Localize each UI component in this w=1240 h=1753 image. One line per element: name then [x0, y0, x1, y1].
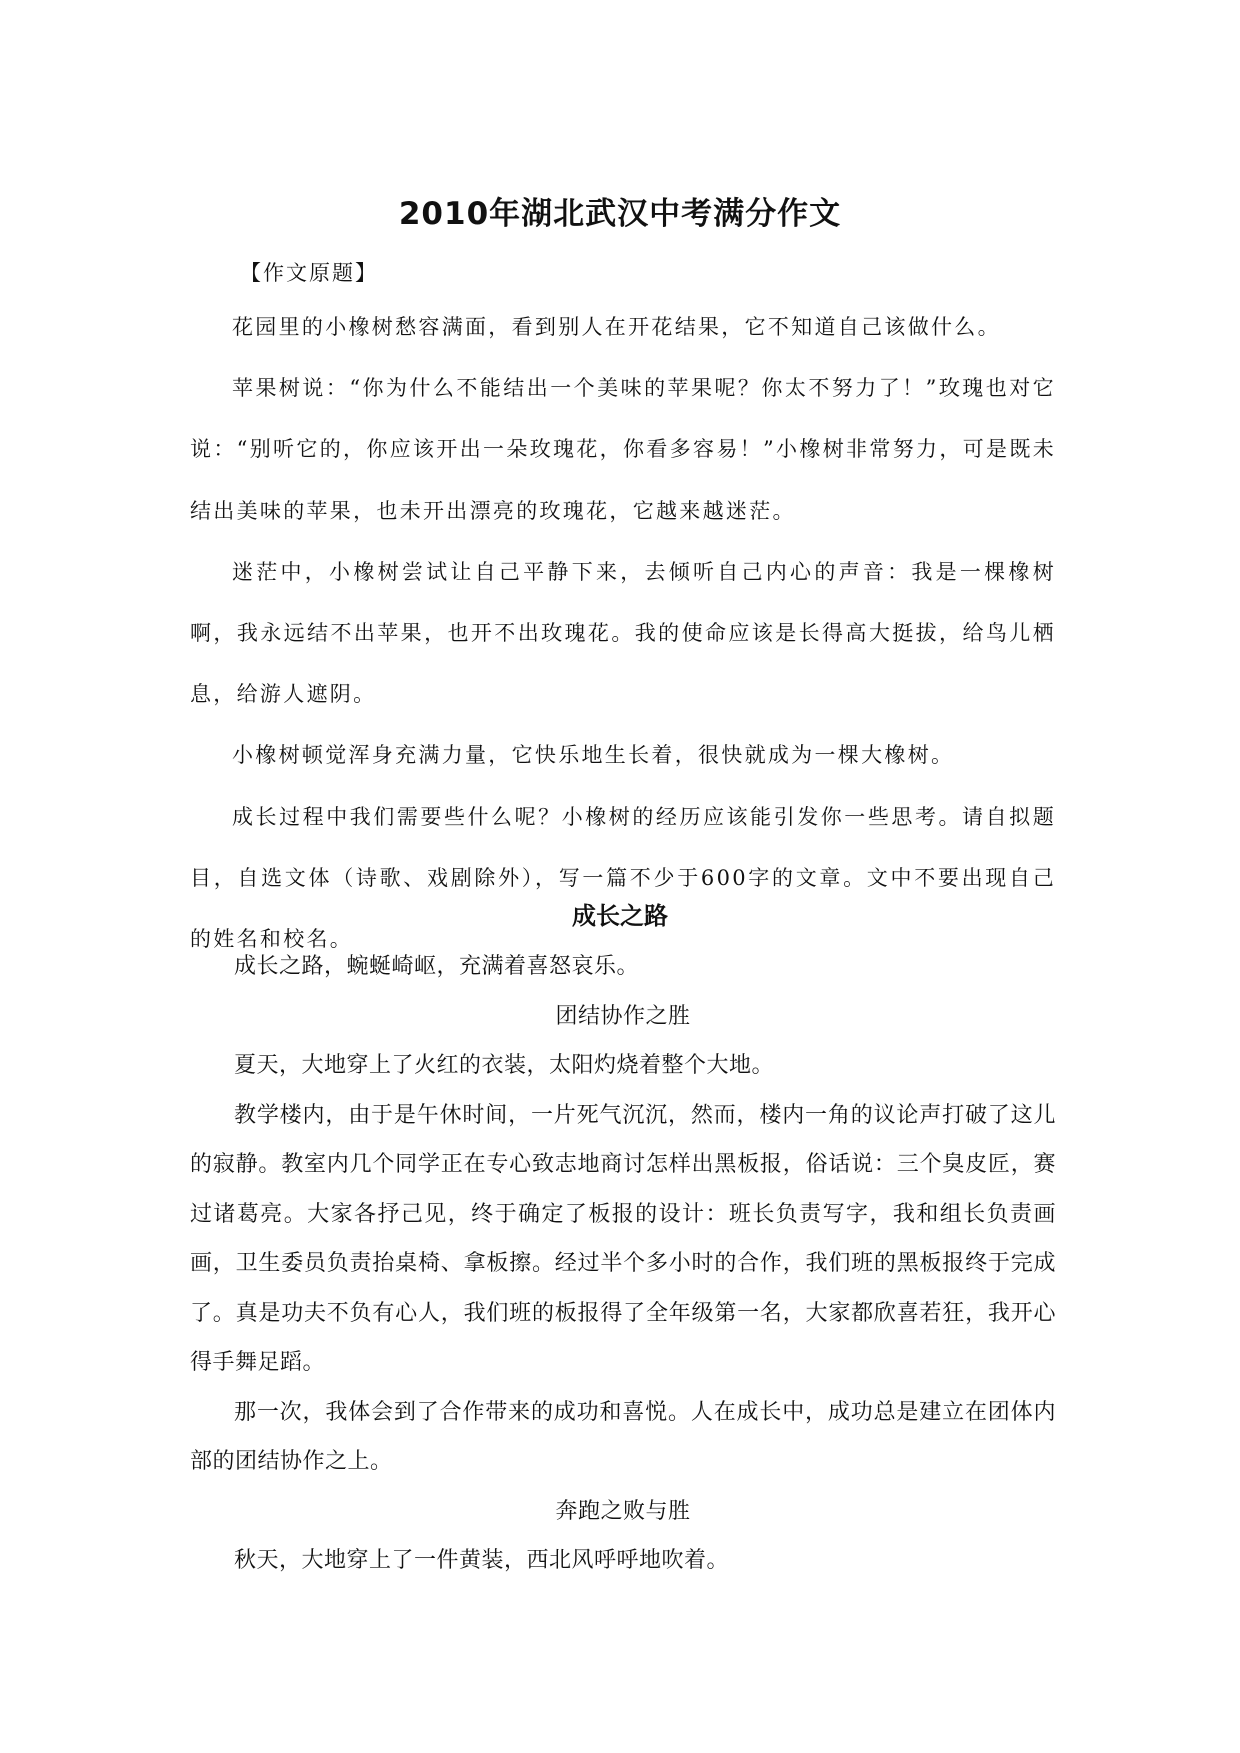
prompt-paragraph: 成长过程中我们需要些什么呢？小橡树的经历应该能引发你一些思考。请自拟题目，自选文体（诗歌、戏剧除外），写一篇不少于600字的文章。文中不要出现自己的姓名和校名。 — [190, 804, 1056, 952]
section-heading: 团结协作之胜 — [555, 1003, 691, 1029]
essay-paragraph: 夏天，大地穿上了火红的衣装，太阳灼烧着整个大地。 — [234, 1053, 775, 1078]
document-title: 2010年湖北武汉中考满分作文 — [398, 196, 842, 232]
essay-paragraph: 秋天，大地穿上了一件黄装，西北风呼呼地吹着。 — [234, 1548, 730, 1573]
prompt-paragraph: 花园里的小橡树愁容满面，看到别人在开花结果，它不知道自己该做什么。 — [232, 315, 1001, 339]
essay-body — [190, 942, 1056, 1586]
prompt-label: 【作文原题】 — [240, 261, 378, 285]
prompt-body — [190, 297, 1056, 970]
prompt-paragraph: 小橡树顿觉浑身充满力量，它快乐地生长着，很快就成为一棵大橡树。 — [232, 743, 955, 768]
essay-paragraph: 教学楼内，由于是午休时间，一片死气沉沉，然而，楼内一角的议论声打破了这儿的寂静。教室内几个同学正在专心致志地商讨怎样出黑板报，俗话说：三个臭皮匠，赛过诸葛亮。大家各抒己见，终于确定了板报的设计：班长负责写字，我和组长负责画画，卫生委员负责抬桌椅、拿板擦。经过半个多小时的合作，我们班的黑板报终于完成了。真是功夫不负有心人，我们班的板报得了全年级第一名，大家都欣喜若狂，我开心得手舞足蹈。 — [190, 1102, 1056, 1375]
prompt-paragraph: 苹果树说：“你为什么不能结出一个美味的苹果呢？你太不努力了！”玫瑰也对它说：“别听它的，你应该开出一朵玫瑰花，你看多容易！”小橡树非常努力，可是既未结出美味的苹果，也未开出漂亮的玫瑰花，它越来越迷茫。 — [190, 376, 1056, 523]
essay-paragraph: 那一次，我体会到了合作带来的成功和喜悦。人在成长中，成功总是建立在团体内部的团结协作之上。 — [190, 1399, 1056, 1474]
section-heading: 奔跑之败与胜 — [555, 1498, 691, 1524]
prompt-paragraph: 迷茫中，小橡树尝试让自己平静下来，去倾听自己内心的声音：我是一棵橡树啊，我永远结不出苹果，也开不出玫瑰花。我的使命应该是长得高大挺拔，给鸟儿栖息，给游人遮阴。 — [190, 559, 1056, 707]
essay-title: 成长之路 — [572, 902, 668, 930]
essay-intro: 成长之路，蜿蜒崎岖，充满着喜怒哀乐。 — [234, 954, 640, 979]
